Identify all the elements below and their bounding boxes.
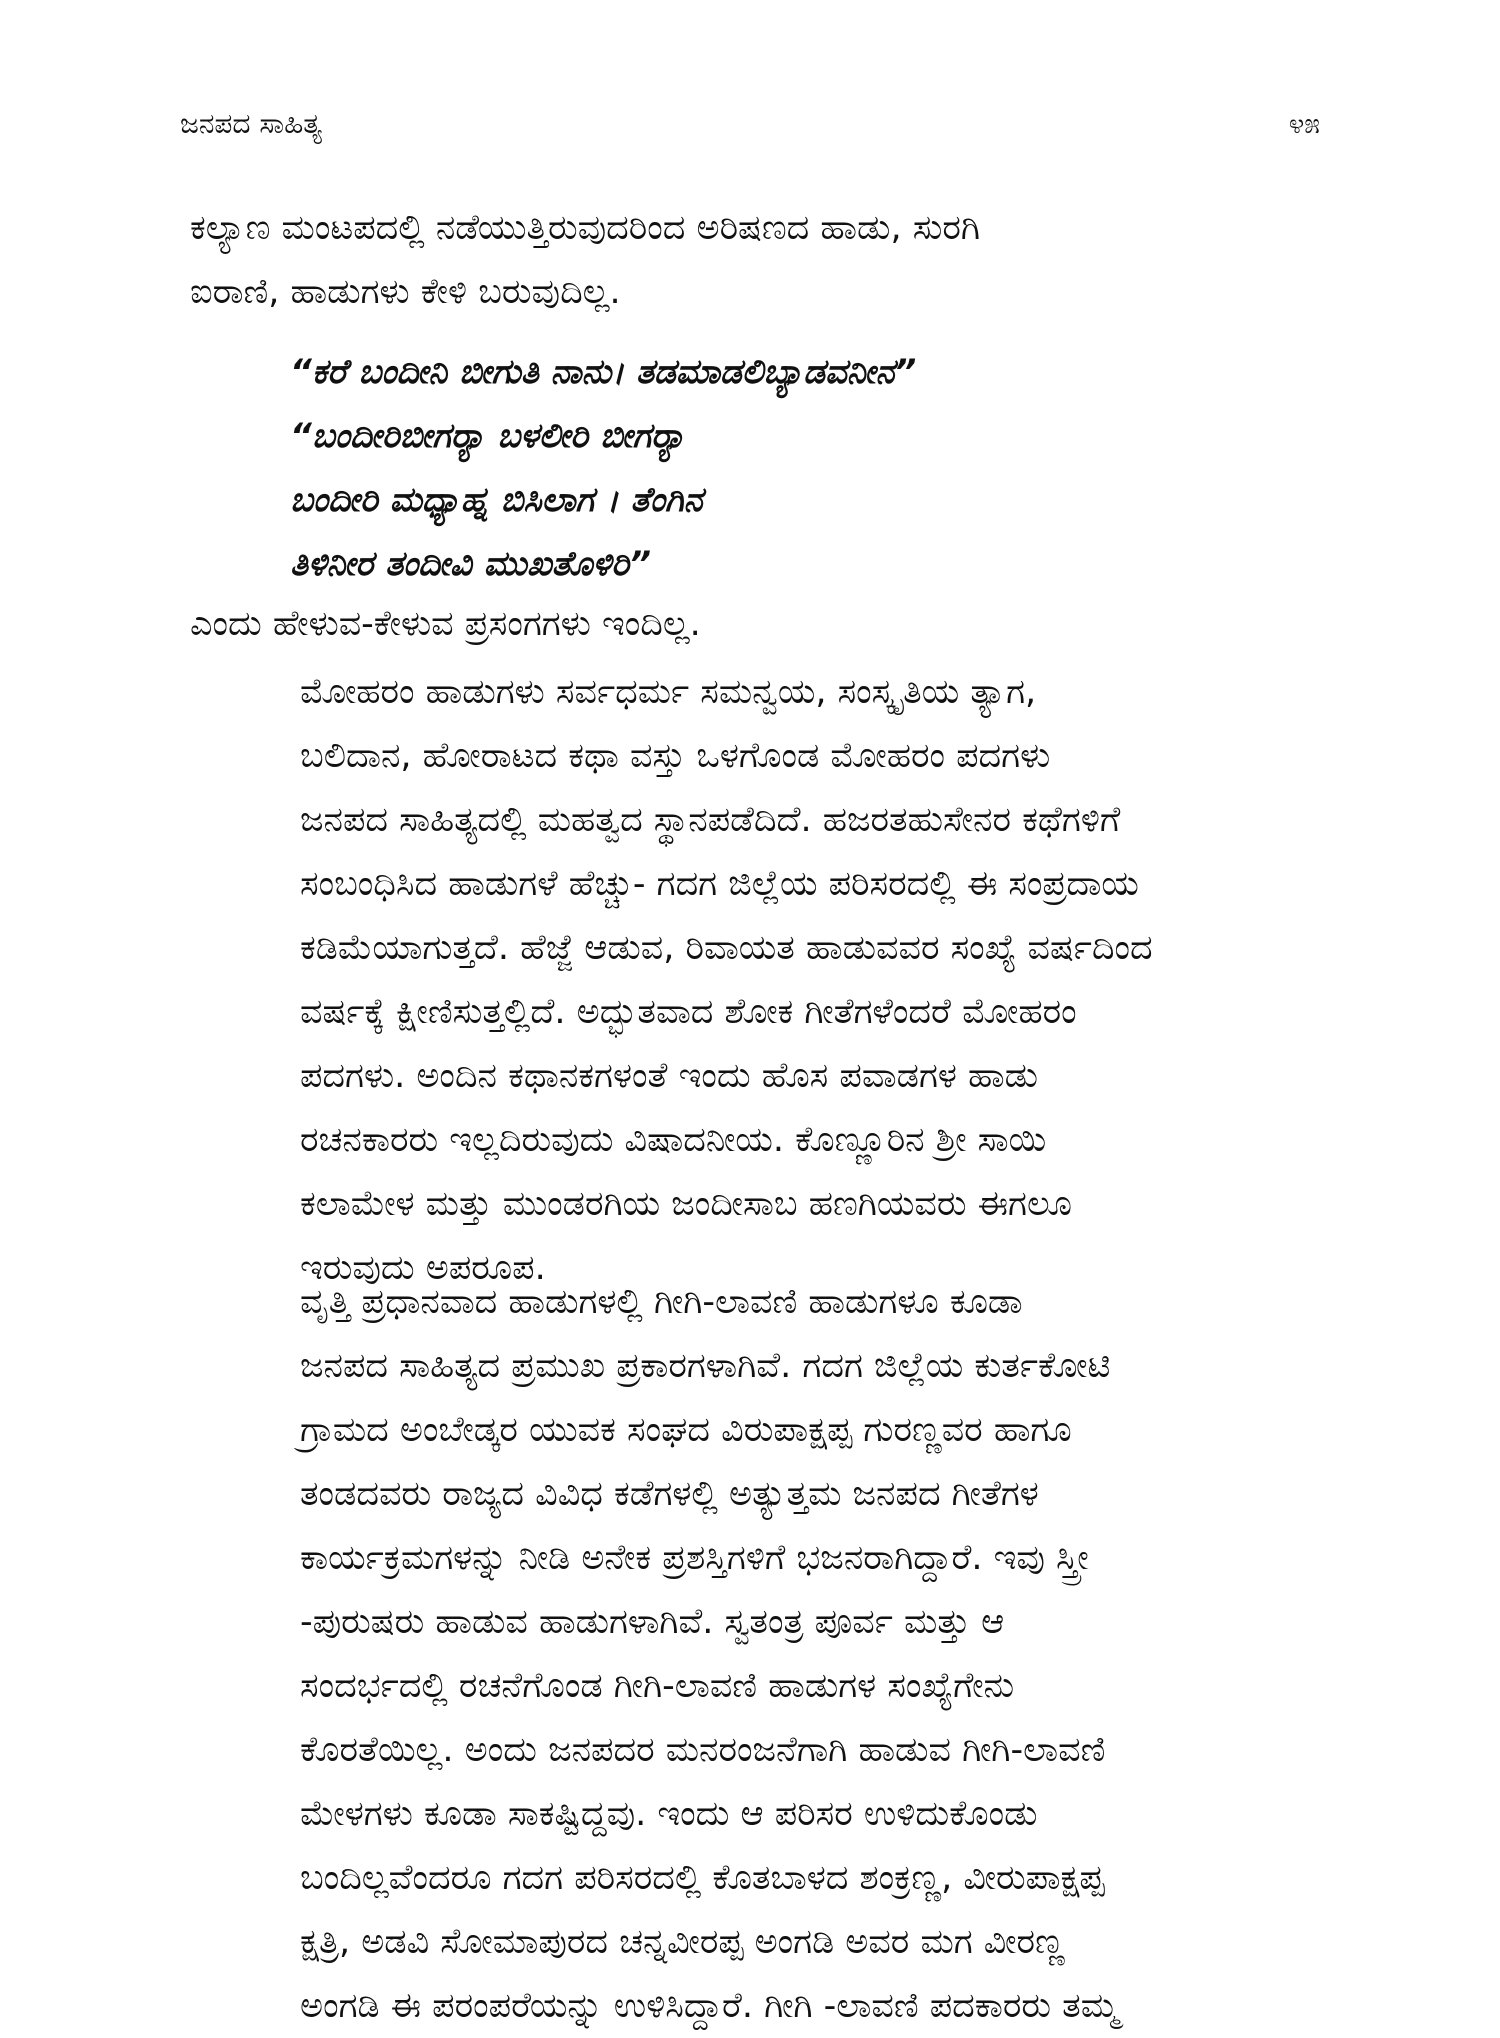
text-line: ಕಲಾಮೇಳ ಮತ್ತು ಮುಂಡರಗಿಯ ಜಂದೀಸಾಬ ಹಣಗಿಯವರು ಈಗಲೂ: [300, 1184, 1072, 1224]
running-title: ಜನಪದ ಸಾಹಿತ್ಯ: [180, 107, 323, 140]
text-line: ಬಂದಿಲ್ಲವೆಂದರೂ ಗದಗ ಪರಿಸರದಲ್ಲಿ ಕೊತಬಾಳದ ಶಂಕ್ರಣ್ಣ, ವೀರುಪಾಕ್ಷಪ್ಪ: [300, 1858, 1105, 1898]
quoted-verse: [290, 340, 1310, 596]
text-line: ಇರುವುದು ಅಪರೂಪ.: [300, 1248, 546, 1288]
text-line: ವರ್ಷಕ್ಕೆ ಕ್ಷೀಣಿಸುತ್ತಲ್ಲಿದೆ. ಅದ್ಭುತವಾದ ಶೋಕ ಗೀತೆಗಳೆಂದರೆ ಮೋಹರಂ: [300, 992, 1077, 1032]
text-line: ಅಂಗಡಿ ಈ ಪರಂಪರೆಯನ್ನು ಉಳಿಸಿದ್ದಾರೆ. ಗೀಗಿ -ಲಾವಣಿ ಪದಕಾರರು ತಮ್ಮ: [300, 1986, 1119, 2026]
text-line: ಜನಪದ ಸಾಹಿತ್ಯದಲ್ಲಿ ಮಹತ್ವದ ಸ್ಥಾನಪಡೆದಿದೆ. ಹಜರತಹುಸೇನರ ಕಥೆಗಳಿಗೆ: [300, 800, 1121, 840]
verse-line: “ಕರೆ ಬಂದೀನಿ ಬೀಗುತಿ ನಾನು। ತಡಮಾಡಲಿಬ್ಯಾಡವನೀನ”: [290, 352, 917, 392]
verse-line: ತಿಳಿನೀರ ತಂದೀವಿ ಮುಖತೊಳಿರಿ”: [290, 544, 652, 584]
paragraph-geegi-lavani: [190, 1270, 1320, 2038]
page-number: ೪೫: [1288, 107, 1320, 140]
paragraph-moharam: [190, 660, 1320, 1300]
text-line: ಕ್ಷತ್ರಿ, ಅಡವಿ ಸೋಮಾಪುರದ ಚನ್ನವೀರಪ್ಪ ಅಂಗಡಿ ಅವರ ಮಗ ವೀರಣ್ಣ: [300, 1922, 1065, 1962]
text-line: ಸಂದರ್ಭದಲ್ಲಿ ರಚನೆಗೊಂಡ ಗೀಗಿ-ಲಾವಣಿ ಹಾಡುಗಳ ಸಂಖ್ಯೆಗೇನು: [300, 1666, 1015, 1706]
text-line: ಕೊರತೆಯಿಲ್ಲ. ಅಂದು ಜನಪದರ ಮನರಂಜನೆಗಾಗಿ ಹಾಡುವ ಗೀಗಿ-ಲಾವಣಿ: [300, 1730, 1106, 1770]
text-line: ಬಲಿದಾನ, ಹೋರಾಟದ ಕಥಾ ವಸ್ತು ಒಳಗೊಂಡ ಮೋಹರಂ ಪದಗಳು: [300, 736, 1051, 776]
text-line: ಮೋಹರಂ ಹಾಡುಗಳು ಸರ್ವಧರ್ಮ ಸಮನ್ವಯ, ಸಂಸ್ಕೃತಿಯ ತ್ಯಾಗ,: [300, 672, 1037, 712]
text-line: ಗ್ರಾಮದ ಅಂಬೇಡ್ಕರ ಯುವಕ ಸಂಘದ ವಿರುಪಾಕ್ಷಪ್ಪ ಗುರಣ್ಣವರ ಹಾಗೂ: [300, 1410, 1072, 1450]
text-line: ಎಂದು ಹೇಳುವ-ಕೇಳುವ ಪ್ರಸಂಗಗಳು ಇಂದಿಲ್ಲ.: [190, 604, 701, 644]
text-line: ಕಡಿಮೆಯಾಗುತ್ತದೆ. ಹೆಜ್ಜೆ ಆಡುವ, ರಿವಾಯತ ಹಾಡುವವರ ಸಂಖ್ಯೆ ವರ್ಷದಿಂದ: [300, 928, 1153, 968]
text-line: ಐರಾಣಿ, ಹಾಡುಗಳು ಕೇಳಿ ಬರುವುದಿಲ್ಲ.: [190, 272, 621, 312]
text-line: ತಂಡದವರು ರಾಜ್ಯದ ವಿವಿಧ ಕಡೆಗಳಲ್ಲಿ ಅತ್ಯುತ್ತಮ ಜನಪದ ಗೀತೆಗಳ: [300, 1474, 1039, 1514]
verse-line: ಬಂದೀರಿ ಮಧ್ಯಾಹ್ನ ಬಿಸಿಲಾಗ । ತೆಂಗಿನ: [290, 480, 703, 520]
verse-line: “ಬಂದೀರಿಬೀಗರ್‍ಯಾ ಬಳಲೀರಿ ಬೀಗರ್‍ಯಾ: [290, 416, 686, 456]
text-line: ಸಂಬಂಧಿಸಿದ ಹಾಡುಗಳೆ ಹೆಚ್ಚು- ಗದಗ ಜಿಲ್ಲೆಯ ಪರಿಸರದಲ್ಲಿ ಈ ಸಂಪ್ರದಾಯ: [300, 864, 1139, 904]
text-line: -ಪುರುಷರು ಹಾಡುವ ಹಾಡುಗಳಾಗಿವೆ. ಸ್ವತಂತ್ರ ಪೂರ್ವ ಮತ್ತು ಆ: [300, 1602, 1005, 1642]
intro-paragraph: [190, 196, 1320, 324]
text-line: ಕಲ್ಯಾಣ ಮಂಟಪದಲ್ಲಿ ನಡೆಯುತ್ತಿರುವುದರಿಂದ ಅರಿಷಣದ ಹಾಡು, ಸುರಗಿ: [190, 208, 981, 248]
text-line: ಮೇಳಗಳು ಕೂಡಾ ಸಾಕಷ್ಟಿದ್ದವು. ಇಂದು ಆ ಪರಿಸರ ಉಳಿದುಕೊಂಡು: [300, 1794, 1038, 1834]
text-line: ಪದಗಳು. ಅಂದಿನ ಕಥಾನಕಗಳಂತೆ ಇಂದು ಹೊಸ ಪವಾಡಗಳ ಹಾಡು: [300, 1056, 1039, 1096]
closing-line: [190, 592, 1320, 656]
text-line: ಜನಪದ ಸಾಹಿತ್ಯದ ಪ್ರಮುಖ ಪ್ರಕಾರಗಳಾಗಿವೆ. ಗದಗ ಜಿಲ್ಲೆಯ ಕುರ್ತಕೋಟಿ: [300, 1346, 1111, 1386]
text-line: ರಚನಕಾರರು ಇಲ್ಲದಿರುವುದು ವಿಷಾದನೀಯ. ಕೊಣ್ಣೂರಿನ ಶ್ರೀ ಸಾಯಿ: [300, 1120, 1047, 1160]
page-header: [180, 100, 1320, 148]
text-line: ವೃತ್ತಿ ಪ್ರಧಾನವಾದ ಹಾಡುಗಳಲ್ಲಿ ಗೀಗಿ-ಲಾವಣಿ ಹಾಡುಗಳೂ ಕೂಡಾ: [300, 1282, 1023, 1322]
text-line: ಕಾರ್ಯಕ್ರಮಗಳನ್ನು ನೀಡಿ ಅನೇಕ ಪ್ರಶಸ್ತಿಗಳಿಗೆ ಭಜನರಾಗಿದ್ದಾರೆ. ಇವು ಸ್ತ್ರೀ: [300, 1538, 1089, 1578]
